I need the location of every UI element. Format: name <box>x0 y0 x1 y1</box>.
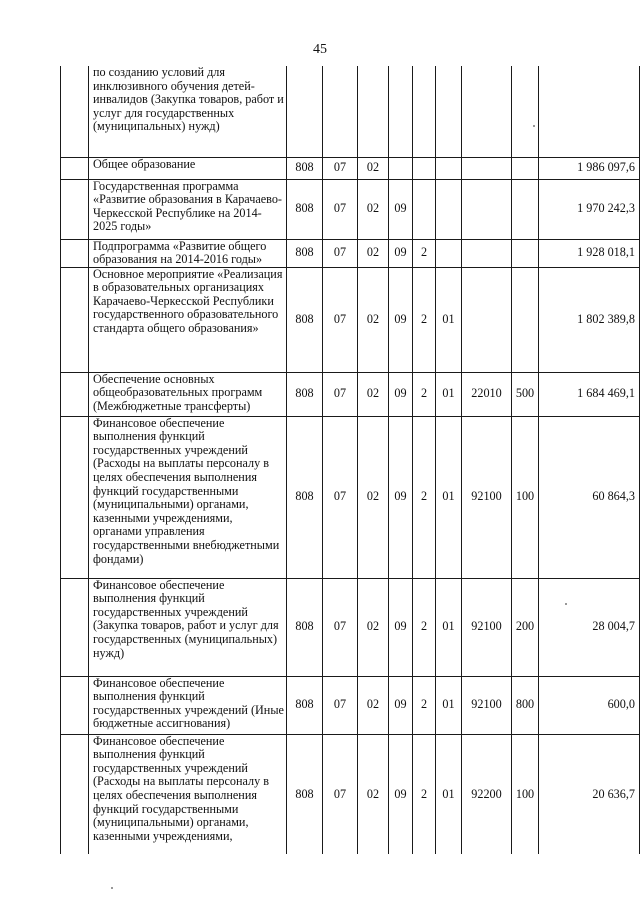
row-number-cell <box>61 267 89 372</box>
program-code-cell: 09 <box>389 179 413 239</box>
direction-code-cell <box>462 267 512 372</box>
expense-type-code-cell: 800 <box>512 676 539 734</box>
subsection-code-cell: 02 <box>358 676 389 734</box>
row-name-cell: по созданию условий для инклюзивного обучения детей-инвалидов (Закупка товаров, работ и услуг для государственных (муниципальных) нужд) <box>89 66 287 157</box>
section-code-cell: 07 <box>323 372 358 416</box>
expense-type-code-cell <box>512 66 539 157</box>
subsection-code-cell: 02 <box>358 267 389 372</box>
main-activity-code-cell <box>436 179 462 239</box>
amount-cell: 1 684 469,1 <box>539 372 640 416</box>
section-code-cell: 07 <box>323 416 358 578</box>
expense-type-code-cell <box>512 267 539 372</box>
program-code-cell: 09 <box>389 734 413 854</box>
table-row <box>61 239 640 267</box>
ved-code-cell: 808 <box>287 179 323 239</box>
table-row <box>61 179 640 239</box>
row-number-cell <box>61 734 89 854</box>
section-code-cell <box>323 66 358 157</box>
program-code-cell: 09 <box>389 578 413 676</box>
program-code-cell <box>389 66 413 157</box>
expense-type-code-cell: 500 <box>512 372 539 416</box>
scan-speck <box>111 887 113 889</box>
amount-cell: 1 928 018,1 <box>539 239 640 267</box>
ved-code-cell: 808 <box>287 676 323 734</box>
direction-code-cell: 92100 <box>462 416 512 578</box>
program-code-cell: 09 <box>389 267 413 372</box>
expense-type-code-cell <box>512 179 539 239</box>
amount-cell: 1 970 242,3 <box>539 179 640 239</box>
ved-code-cell: 808 <box>287 372 323 416</box>
amount-cell: 60 864,3 <box>539 416 640 578</box>
row-number-cell <box>61 416 89 578</box>
subprogram-code-cell: 2 <box>413 676 436 734</box>
table-row <box>61 734 640 854</box>
program-code-cell: 09 <box>389 416 413 578</box>
row-name-cell: Финансовое обеспечение выполнения функций государственных учреждений (Расходы на выплаты персоналу в целях обеспечения выполнения функций государственными (муниципальными) органами, казенными учреждениями, <box>89 734 287 854</box>
row-name-cell: Основное мероприятие «Реализация в образовательных организациях Карачаево-Черкесской Республики государственного образовательного стандарта общего образования» <box>89 267 287 372</box>
ved-code-cell: 808 <box>287 239 323 267</box>
row-number-cell <box>61 157 89 179</box>
ved-code-cell: 808 <box>287 267 323 372</box>
table-row <box>61 416 640 578</box>
expense-type-code-cell <box>512 239 539 267</box>
subsection-code-cell: 02 <box>358 416 389 578</box>
direction-code-cell: 22010 <box>462 372 512 416</box>
section-code-cell: 07 <box>323 734 358 854</box>
expense-type-code-cell: 100 <box>512 416 539 578</box>
direction-code-cell: 92100 <box>462 676 512 734</box>
direction-code-cell: 92200 <box>462 734 512 854</box>
table-row <box>61 372 640 416</box>
subprogram-code-cell: 2 <box>413 267 436 372</box>
row-name-cell: Общее образование <box>89 157 287 179</box>
row-number-cell <box>61 179 89 239</box>
row-name-cell: Государственная программа «Развитие образования в Карачаево-Черкесской Республике на 2014-2025 годы» <box>89 179 287 239</box>
main-activity-code-cell: 01 <box>436 416 462 578</box>
row-name-cell: Финансовое обеспечение выполнения функций государственных учреждений (Иные бюджетные ассигнования) <box>89 676 287 734</box>
row-number-cell <box>61 578 89 676</box>
main-activity-code-cell: 01 <box>436 676 462 734</box>
direction-code-cell <box>462 179 512 239</box>
table-row <box>61 66 640 157</box>
direction-code-cell <box>462 157 512 179</box>
scan-speck <box>565 603 567 605</box>
table-row <box>61 157 640 179</box>
section-code-cell: 07 <box>323 239 358 267</box>
ved-code-cell: 808 <box>287 157 323 179</box>
subsection-code-cell: 02 <box>358 734 389 854</box>
program-code-cell: 09 <box>389 239 413 267</box>
amount-cell: 20 636,7 <box>539 734 640 854</box>
row-number-cell <box>61 239 89 267</box>
scan-speck <box>533 125 535 127</box>
subprogram-code-cell: 2 <box>413 578 436 676</box>
expense-type-code-cell: 100 <box>512 734 539 854</box>
row-name-cell: Финансовое обеспечение выполнения функций государственных учреждений (Расходы на выплаты персоналу в целях обеспечения выполнения функций государственными (муниципальными) органами, казенными учреждениями, органами управления государственными внебюджетными фондами) <box>89 416 287 578</box>
amount-cell <box>539 66 640 157</box>
row-number-cell <box>61 676 89 734</box>
subsection-code-cell: 02 <box>358 239 389 267</box>
amount-cell: 600,0 <box>539 676 640 734</box>
section-code-cell: 07 <box>323 676 358 734</box>
direction-code-cell <box>462 239 512 267</box>
budget-table-wrapper <box>60 66 639 854</box>
amount-cell: 1 802 389,8 <box>539 267 640 372</box>
subprogram-code-cell <box>413 66 436 157</box>
row-name-cell: Подпрограмма «Развитие общего образования на 2014-2016 годы» <box>89 239 287 267</box>
direction-code-cell <box>462 66 512 157</box>
main-activity-code-cell: 01 <box>436 578 462 676</box>
subprogram-code-cell <box>413 179 436 239</box>
main-activity-code-cell: 01 <box>436 267 462 372</box>
table-row <box>61 267 640 372</box>
program-code-cell <box>389 157 413 179</box>
ved-code-cell: 808 <box>287 416 323 578</box>
section-code-cell: 07 <box>323 578 358 676</box>
row-name-cell: Финансовое обеспечение выполнения функций государственных учреждений (Закупка товаров, работ и услуг для государственных (муниципальных) нужд) <box>89 578 287 676</box>
ved-code-cell: 808 <box>287 578 323 676</box>
amount-cell: 28 004,7 <box>539 578 640 676</box>
table-row <box>61 578 640 676</box>
main-activity-code-cell <box>436 239 462 267</box>
main-activity-code-cell <box>436 157 462 179</box>
row-name-cell: Обеспечение основных общеобразовательных программ (Межбюджетные трансферты) <box>89 372 287 416</box>
page-number: 45 <box>313 42 327 57</box>
main-activity-code-cell: 01 <box>436 734 462 854</box>
subsection-code-cell: 02 <box>358 157 389 179</box>
row-number-cell <box>61 372 89 416</box>
section-code-cell: 07 <box>323 157 358 179</box>
direction-code-cell: 92100 <box>462 578 512 676</box>
subsection-code-cell: 02 <box>358 179 389 239</box>
subprogram-code-cell: 2 <box>413 239 436 267</box>
main-activity-code-cell: 01 <box>436 372 462 416</box>
expense-type-code-cell <box>512 157 539 179</box>
section-code-cell: 07 <box>323 179 358 239</box>
budget-table <box>60 66 640 854</box>
ved-code-cell <box>287 66 323 157</box>
row-number-cell <box>61 66 89 157</box>
subprogram-code-cell: 2 <box>413 734 436 854</box>
subprogram-code-cell: 2 <box>413 416 436 578</box>
ved-code-cell: 808 <box>287 734 323 854</box>
program-code-cell: 09 <box>389 372 413 416</box>
main-activity-code-cell <box>436 66 462 157</box>
expense-type-code-cell: 200 <box>512 578 539 676</box>
subprogram-code-cell <box>413 157 436 179</box>
subsection-code-cell: 02 <box>358 578 389 676</box>
subprogram-code-cell: 2 <box>413 372 436 416</box>
amount-cell: 1 986 097,6 <box>539 157 640 179</box>
subsection-code-cell: 02 <box>358 372 389 416</box>
program-code-cell: 09 <box>389 676 413 734</box>
subsection-code-cell <box>358 66 389 157</box>
section-code-cell: 07 <box>323 267 358 372</box>
table-row <box>61 676 640 734</box>
